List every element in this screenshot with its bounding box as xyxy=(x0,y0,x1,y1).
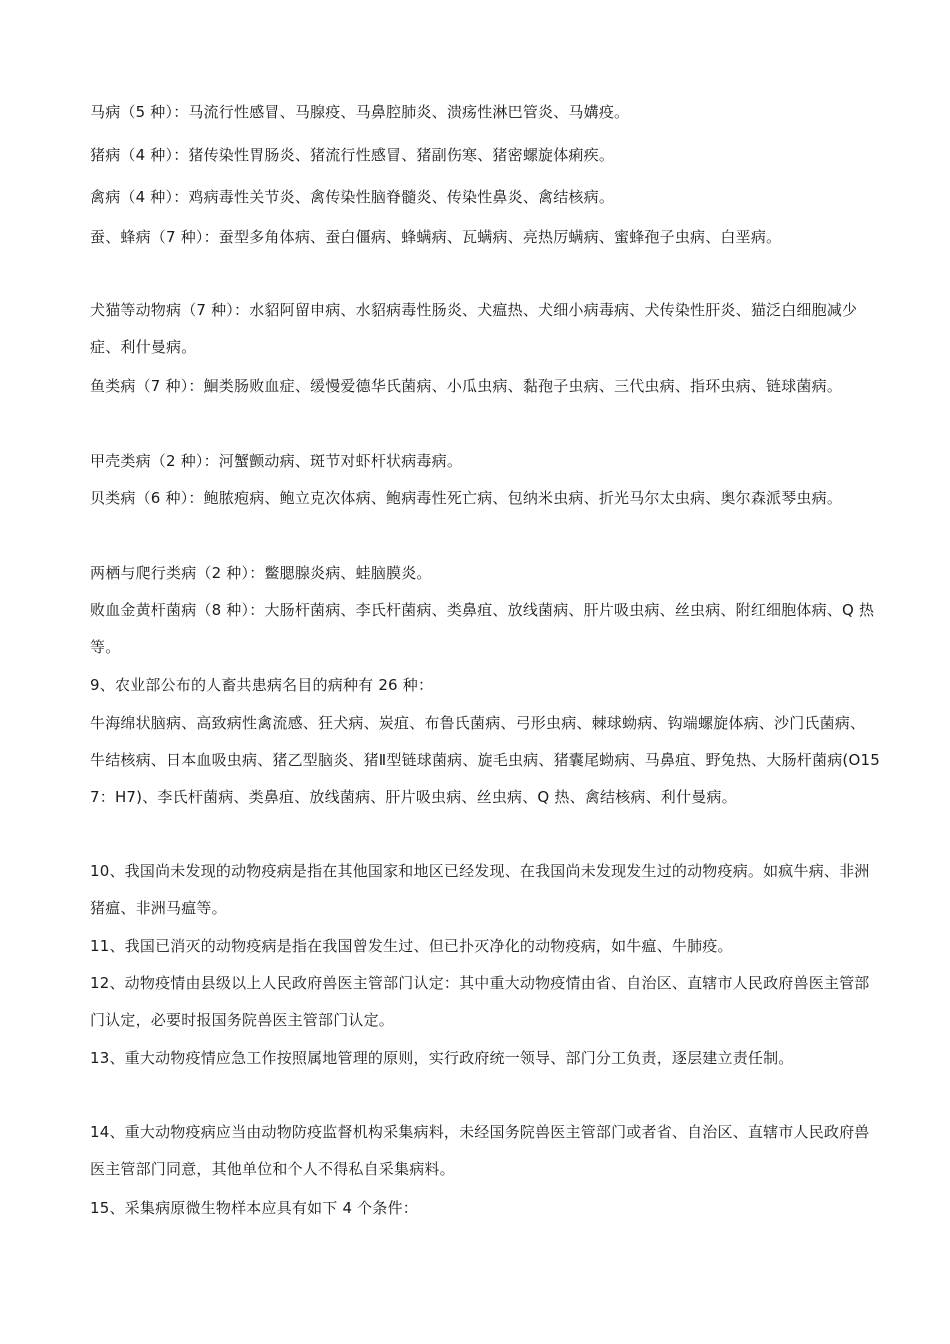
paragraph-amphibian-reptile-diseases: 两栖与爬行类病（2 种）：鳖腮腺炎病、蛙脑膜炎。 xyxy=(90,564,432,582)
paragraph-item-11: 11、我国已消灭的动物疫病是指在我国曾发生过、但已扑灭净化的动物疫病，如牛瘟、牛肺疫。 xyxy=(90,937,733,955)
paragraph-shellfish-diseases: 贝类病（6 种）：鲍脓疱病、鲍立克次体病、鲍病毒性死亡病、包纳米虫病、折光马尔太虫病、奥尔森派琴虫病。 xyxy=(90,489,843,507)
paragraph-item-14: 14、重大动物疫病应当由动物防疫监督机构采集病料，未经国务院兽医主管部门或者省、自治区、直辖市人民政府兽医主管部门同意，其他单位和个人不得私自采集病料。 xyxy=(90,1123,870,1178)
paragraph-fish-diseases: 鱼类病（7 种）：鮰类肠败血症、缓慢爱德华氏菌病、小瓜虫病、黏孢子虫病、三代虫病、指环虫病、链球菌病。 xyxy=(90,377,843,395)
paragraph-item-15: 15、采集病原微生物样本应具有如下 4 个条件： xyxy=(90,1199,418,1217)
paragraph-item-12: 12、动物疫情由县级以上人民政府兽医主管部门认定：其中重大动物疫情由省、自治区、直辖市人民政府兽医主管部门认定，必要时报国务院兽医主管部门认定。 xyxy=(90,974,870,1029)
paragraph-horse-diseases: 马病（5 种）：马流行性感冒、马腺疫、马鼻腔肺炎、溃疡性淋巴管炎、马媾疫。 xyxy=(90,103,630,121)
paragraph-zoonoses-list: 牛海绵状脑病、高致病性禽流感、狂犬病、炭疽、布鲁氏菌病、弓形虫病、棘球蚴病、钩端螺旋体病、沙门氏菌病、牛结核病、日本血吸虫病、猪乙型脑炎、猪Ⅱ型链球菌病、旋毛虫病、猪囊尾蚴病、马鼻疽、野兔热、大肠杆菌病(O157：H7)、李氏杆菌病、类鼻疽、放线菌病、肝片吸虫病、丝虫病、Q 热、禽结核病、利什曼病。 xyxy=(90,714,880,806)
paragraph-dog-cat-diseases: 犬猫等动物病（7 种）：水貂阿留申病、水貂病毒性肠炎、犬瘟热、犬细小病毒病、犬传染性肝炎、猫泛白细胞减少症、利什曼病。 xyxy=(90,301,858,356)
paragraph-item-10: 10、我国尚未发现的动物疫病是指在其他国家和地区已经发现、在我国尚未发现发生过的动物疫病。如疯牛病、非洲猪瘟、非洲马瘟等。 xyxy=(90,862,870,917)
paragraph-poultry-diseases: 禽病（4 种）：鸡病毒性关节炎、禽传染性脑脊髓炎、传染性鼻炎、禽结核病。 xyxy=(90,188,615,206)
paragraph-item-13: 13、重大动物疫情应急工作按照属地管理的原则，实行政府统一领导、部门分工负责，逐层建立责任制。 xyxy=(90,1049,794,1067)
paragraph-silkworm-bee-diseases: 蚕、蜂病（7 种）：蚕型多角体病、蚕白僵病、蜂螨病、瓦螨病、亮热厉螨病、蜜蜂孢子虫病、白垩病。 xyxy=(90,228,782,246)
paragraph-septicemia-diseases: 败血金黄杆菌病（8 种）：大肠杆菌病、李氏杆菌病、类鼻疽、放线菌病、肝片吸虫病、丝虫病、附红细胞体病、Q 热等。 xyxy=(90,601,875,656)
paragraph-crustacean-diseases: 甲壳类病（2 种）：河蟹颤动病、斑节对虾杆状病毒病。 xyxy=(90,452,463,470)
paragraph-pig-diseases: 猪病（4 种）：猪传染性胃肠炎、猪流行性感冒、猪副伤寒、猪密螺旋体痢疾。 xyxy=(90,146,615,164)
paragraph-item-9: 9、农业部公布的人畜共患病名目的病种有 26 种： xyxy=(90,676,434,694)
